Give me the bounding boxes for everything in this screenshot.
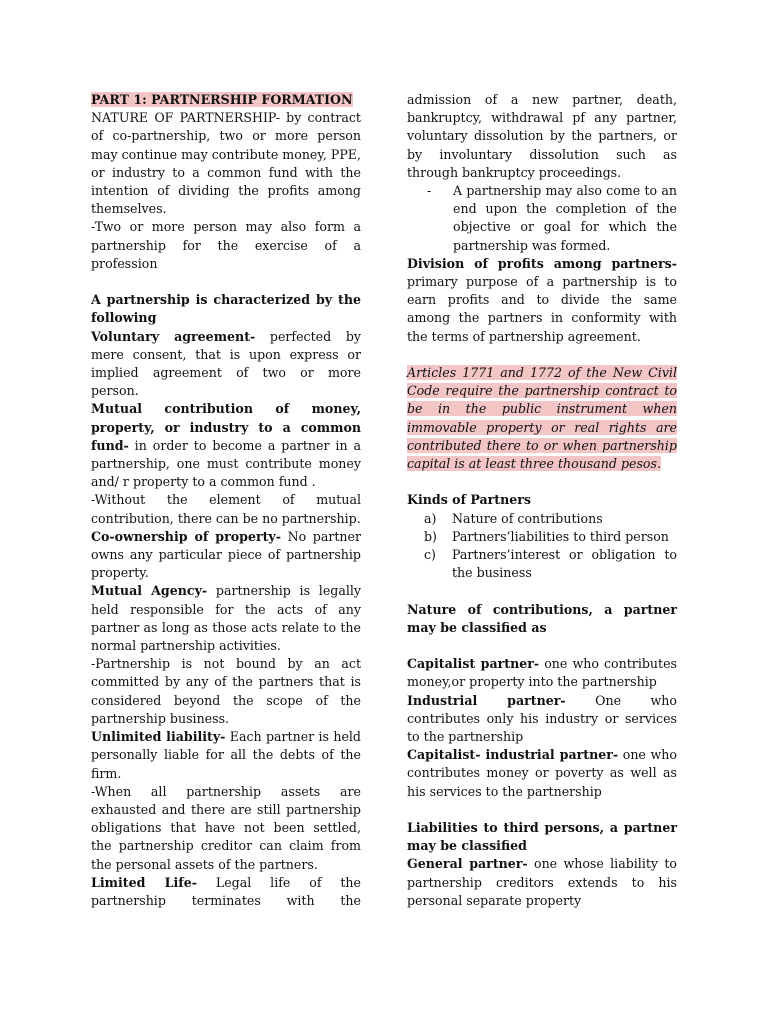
list-item xyxy=(407,510,677,528)
without-note: -Without the element of mutual contribution, there can be no partnership. xyxy=(91,492,361,526)
list-marker: b) xyxy=(424,528,437,544)
list-item-text: Nature of contributions xyxy=(452,510,603,526)
term: Division of profits among partners- xyxy=(407,255,677,271)
description: in order to become a partner in a partnership, one must contribute money and/ r property to a common fund . xyxy=(91,437,361,490)
list-item xyxy=(407,528,677,546)
articles-note-text: Articles 1771 and 1772 of the New Civil Code require the partnership contract to be in the public instrument when immovable property or real rights are contributed there to or when partnership capital is at least three thousand pesos. xyxy=(407,365,677,472)
dash-marker: - xyxy=(427,183,432,199)
left-column xyxy=(91,91,361,910)
description: one who contributes money,or property into the partnership xyxy=(407,656,677,690)
term: Industrial partner- xyxy=(407,692,566,708)
liabilities-heading: Liabilities to third persons, a partner may be classified xyxy=(407,820,677,854)
term: Capitalist- industrial partner- xyxy=(407,747,619,763)
term: General partner- xyxy=(407,856,528,872)
term: Capitalist partner- xyxy=(407,656,540,672)
term: Limited Life- xyxy=(91,874,197,890)
dash-item-text: A partnership may also come to an end upon the completion of the objective or goal for which the partnership was formed. xyxy=(453,183,677,253)
description: one whose liability to partnership creditors extends to his personal separate property xyxy=(407,856,677,908)
term: Mutual contribution of money, property, or industry to a common fund- xyxy=(91,401,361,453)
list-item-text: Partners’interest or obligation to the business xyxy=(452,547,677,581)
term: Co-ownership of property- xyxy=(91,528,281,544)
right-column xyxy=(407,91,677,910)
contributions-heading: Nature of contributions, a partner may be classified as xyxy=(407,601,677,635)
description: One who contributes only his industry or services to the partnership xyxy=(407,692,677,745)
description: partnership is legally held responsible for the acts of any partner as long as those acts relate to the normal partnership activities. xyxy=(91,583,362,654)
dash-list-item xyxy=(407,182,677,255)
kinds-list xyxy=(407,510,677,583)
spacer xyxy=(407,637,677,655)
spacer xyxy=(407,473,677,491)
description: Legal life of the partnership terminates with the xyxy=(91,874,361,908)
mutual-contribution xyxy=(91,400,361,491)
assets-exhausted-note: -When all partnership assets are exhausted and there are still partnership obligations that have not been settled, the partnership creditor can claim from the personal assets of the partners. xyxy=(91,783,361,872)
description: No partner owns any particular piece of partnership property. xyxy=(91,528,361,581)
co-ownership xyxy=(91,528,361,583)
capitalist-partner xyxy=(407,655,677,691)
list-marker: c) xyxy=(424,547,436,563)
unlimited-liability xyxy=(91,728,361,783)
general-partner xyxy=(407,855,677,910)
kinds-heading: Kinds of Partners xyxy=(407,492,532,508)
characterized-heading: A partnership is characterized by the following xyxy=(91,292,361,326)
profession-note: -Two or more person may also form a partnership for the exercise of a profession xyxy=(91,219,361,271)
spacer xyxy=(407,801,677,819)
division-of-profits xyxy=(407,255,677,346)
spacer xyxy=(407,346,677,364)
description: Each partner is held personally liable for all the debts of the firm. xyxy=(91,729,361,781)
list-item xyxy=(407,546,677,582)
capitalist-industrial-partner xyxy=(407,746,677,801)
spacer xyxy=(407,582,677,600)
term: Unlimited liability- xyxy=(91,729,226,745)
voluntary-agreement xyxy=(91,328,361,401)
spacer xyxy=(91,273,361,291)
part-heading xyxy=(91,91,361,109)
mutual-agency xyxy=(91,582,361,655)
term: Mutual Agency- xyxy=(91,583,208,599)
limited-life xyxy=(91,874,361,910)
not-bound-note: -Partnership is not bound by an act committed by any of the partners that is considered beyond the scope of the partnership business. xyxy=(91,656,361,726)
term: Voluntary agreement- xyxy=(91,328,256,344)
articles-note xyxy=(407,364,677,473)
continued-text: admission of a new partner, death, bankruptcy, withdrawal pf any partner, voluntary dissolution by the partners, or by involuntary dissolution such as through bankruptcy proceedings. xyxy=(407,92,677,180)
description: perfected by mere consent, that is upon express or implied agreement of two or more person. xyxy=(91,328,362,399)
nature-intro: NATURE OF PARTNERSHIP- by contract of co-partnership, two or more person may continue may contribute money, PPE, or industry to a common fund with the intention of dividing the profits among themselves. xyxy=(91,110,361,217)
list-item-text: Partners’liabilities to third person xyxy=(452,528,669,544)
industrial-partner xyxy=(407,692,677,747)
list-marker: a) xyxy=(424,510,437,526)
description: one who contributes money or poverty as well as his services to the partnership xyxy=(407,747,677,799)
part-heading-text: PART 1: PARTNERSHIP FORMATION xyxy=(91,92,353,107)
description: primary purpose of a partnership is to earn profits and to divide the same among the partners in conformity with the terms of partnership agreement. xyxy=(407,274,677,344)
